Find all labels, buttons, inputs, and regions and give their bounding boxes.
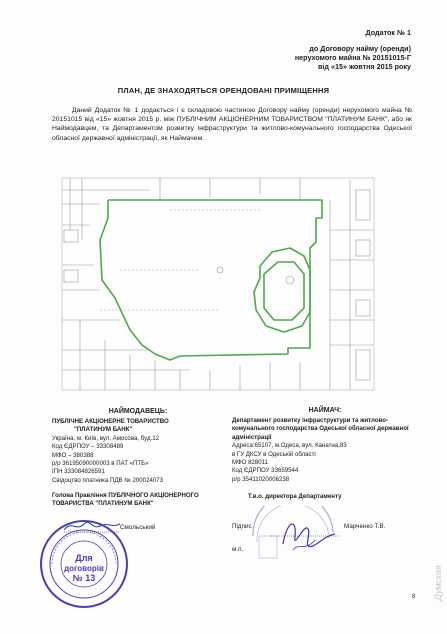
page-title: ПЛАН, ДЕ ЗНАХОДЯТЬСЯ ОРЕНДОВАНІ ПРИМІЩЕННЯ <box>117 86 330 95</box>
floor-plan <box>60 170 380 398</box>
landlord-signer-title: Голова Правління ПУБЛІЧНОГО АКЦІОНЕРНОГО ТОВАРИСТВА "ПЛАТИНУМ БАНК" <box>52 492 199 508</box>
tenant-heading: НАЙМАЧ: <box>308 407 342 414</box>
bank-stamp <box>38 518 130 610</box>
landlord-details <box>52 418 242 485</box>
tenant-address: Адреса:65107, м.Одеса, вул. Канатна,83 <box>232 442 347 450</box>
department-stamp <box>243 506 343 566</box>
svg-text:договорів: договорів <box>64 564 104 573</box>
tenant-details <box>232 417 417 484</box>
tenant-mp-label: м.п. <box>232 546 244 553</box>
svg-text:Для: Для <box>75 553 93 563</box>
page-number: 8 <box>412 594 416 600</box>
tenant-signer-name: Марченко Т.В. <box>344 523 386 530</box>
landlord-ipn: ІПН 333084826591 <box>52 468 105 476</box>
appendix-number: Додаток № 1 <box>365 28 411 37</box>
landlord-edrpou: Код ЄДРПОУ – 33308489 <box>52 443 124 451</box>
leased-area-outline <box>100 200 322 360</box>
landlord-mfo: МФО – 380388 <box>52 451 94 459</box>
contract-ref-line2: нерухомого майна № 20151015-Г <box>294 53 411 62</box>
tenant-bank: в ГУ ДКСУ в Одеській області <box>232 450 316 458</box>
tenant-edrpou: Код ЄДРПОУ 33659544 <box>232 467 299 475</box>
tenant-account: р/р 35411020006238 <box>232 475 290 483</box>
intro-paragraph: Даний Додаток № 1 додається і є складовою частиною Договору найму (оренди) нерухомого майна № 20151015 від «15» жовтня 2015 р. між ПУБЛІЧНИМ АКЦІОНЕРНИМ ТОВАРИСТВОМ "ПЛАТИНУМ БАНК", або як Наймодавцем, та Департаментом розвитку інфраструктури та житлово-комунального господарства Одеської обласної державної адміністрації, як Наймачем. <box>52 107 412 142</box>
landlord-signer-name: Смольський <box>120 524 156 531</box>
tenant-signer-title: Т.в.о. директора Департаменту <box>248 493 342 500</box>
contract-ref-line1: до Договору найму (оренди) <box>309 44 411 53</box>
svg-text:№ 13: № 13 <box>72 573 96 583</box>
landlord-vat: Свідоцтво платника ПДВ № 200024073 <box>52 476 164 484</box>
floor-plan-walls <box>62 178 374 390</box>
contract-ref-line3: від «15» жовтня 2015 року <box>317 62 411 71</box>
landlord-name: ПУБЛІЧНЕ АКЦІОНЕРНЕ ТОВАРИСТВО <box>52 418 169 425</box>
watermark: Думская <box>433 565 443 601</box>
landlord-account: р/р 36195090000003 в ПАТ «ПТБ» <box>52 460 149 468</box>
landlord-address: Україна, м. Київ, вул. Амосова, буд.12 <box>52 434 159 442</box>
tenant-signature-label: Підпис <box>232 523 252 530</box>
tenant-name: Департамент розвитку інфраструктури та житлово-комунального господарства Одеської обласної державної адміністрації <box>232 417 409 441</box>
tenant-mfo: МФО 828011 <box>232 459 268 467</box>
landlord-heading: НАЙМОДАВЕЦЬ: <box>108 408 168 415</box>
landlord-name2: "ПЛАТИНУМ БАНК" <box>74 426 133 434</box>
